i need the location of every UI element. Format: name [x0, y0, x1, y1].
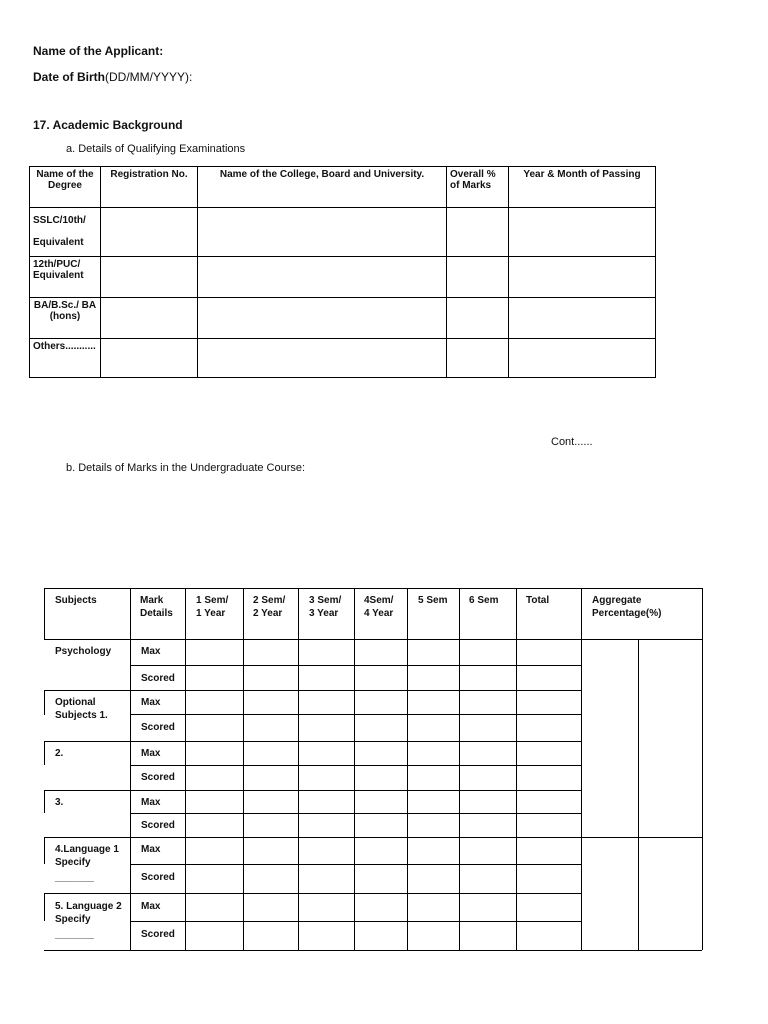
subject-language-2: 5. Language 2 Specify: [55, 901, 122, 925]
grid-line: [130, 864, 581, 865]
table-row: [30, 257, 656, 298]
applicant-name-label: Name of the Applicant:: [33, 44, 164, 58]
college-cell[interactable]: [198, 208, 447, 257]
header-mark-details: Mark Details: [140, 595, 173, 619]
table-row: [30, 339, 656, 378]
header-registration: Registration No.: [101, 167, 198, 208]
grid-line: [581, 588, 582, 950]
grid-line: [44, 741, 45, 765]
grid-line: [44, 893, 45, 921]
grid-line: [130, 588, 131, 950]
grid-line: [44, 639, 702, 640]
header-total: Total: [526, 595, 550, 606]
row-label: 12th/PUC/ Equivalent: [30, 257, 101, 298]
year-cell[interactable]: [509, 257, 656, 298]
grid-line: [702, 588, 703, 950]
year-cell[interactable]: [509, 339, 656, 378]
grid-line: [44, 588, 702, 589]
year-cell[interactable]: [509, 208, 656, 257]
table-a-header-row: [30, 167, 656, 208]
header-sem3: 3 Sem/ 3 Year: [309, 595, 342, 619]
registration-cell[interactable]: [101, 298, 198, 339]
header-sem4: 4Sem/ 4 Year: [364, 595, 394, 619]
grid-line: [638, 639, 639, 950]
max-label: Max: [141, 748, 161, 759]
scored-label: Scored: [141, 772, 175, 783]
subject-language-1: 4.Language 1 Specify: [55, 844, 119, 868]
dob-format: (DD/MM/YYYY):: [105, 70, 193, 84]
language-2-blank[interactable]: _______: [55, 929, 94, 940]
grid-line: [44, 837, 45, 864]
grid-line: [44, 837, 702, 838]
grid-line: [130, 714, 581, 715]
year-cell[interactable]: [509, 298, 656, 339]
subsection-a-title: a. Details of Qualifying Examinations: [66, 143, 246, 155]
section-title: 17. Academic Background: [33, 118, 183, 132]
header-aggregate: Aggregate Percentage(%): [592, 595, 662, 619]
college-cell[interactable]: [198, 298, 447, 339]
grid-line: [130, 921, 581, 922]
registration-cell[interactable]: [101, 339, 198, 378]
subject-3: 3.: [55, 797, 64, 808]
scored-label: Scored: [141, 673, 175, 684]
header-sem2: 2 Sem/ 2 Year: [253, 595, 286, 619]
grid-line: [44, 893, 581, 894]
scored-label: Scored: [141, 722, 175, 733]
scored-label: Scored: [141, 872, 175, 883]
header-year-month: Year & Month of Passing: [509, 167, 656, 208]
qualifying-exams-table: [29, 166, 656, 378]
max-label: Max: [141, 797, 161, 808]
grid-line: [44, 690, 581, 691]
scored-label: Scored: [141, 929, 175, 940]
subject-psychology: Psychology: [55, 646, 112, 657]
row-label: Others...........: [30, 339, 101, 378]
table-row: [30, 208, 656, 257]
registration-cell[interactable]: [101, 257, 198, 298]
grid-line: [459, 588, 460, 950]
overall-cell[interactable]: [447, 208, 509, 257]
row-label: SSLC/10th/ Equivalent: [30, 208, 101, 257]
grid-line: [185, 588, 186, 950]
grid-line: [243, 588, 244, 950]
header-sem1: 1 Sem/ 1 Year: [196, 595, 229, 619]
subsection-b-title: b. Details of Marks in the Undergraduate Course:: [66, 462, 306, 474]
max-label: Max: [141, 646, 161, 657]
subject-optional-1: Optional Subjects 1.: [55, 697, 108, 721]
continued-note: Cont......: [551, 436, 593, 448]
dob-label: Date of Birth: [33, 70, 105, 84]
max-label: Max: [141, 697, 161, 708]
registration-cell[interactable]: [101, 208, 198, 257]
grid-line: [130, 665, 581, 666]
header-subjects: Subjects: [55, 595, 97, 606]
header-degree: Name of the Degree: [30, 167, 101, 208]
row-label: BA/B.Sc./ BA (hons): [30, 298, 101, 339]
grid-line: [44, 790, 581, 791]
overall-cell[interactable]: [447, 298, 509, 339]
grid-line: [516, 588, 517, 950]
header-overall: Overall % of Marks: [447, 167, 509, 208]
grid-line: [44, 790, 45, 813]
max-label: Max: [141, 901, 161, 912]
grid-line: [407, 588, 408, 950]
language-1-blank[interactable]: _______: [55, 872, 94, 883]
college-cell[interactable]: [198, 257, 447, 298]
header-sem6: 6 Sem: [469, 595, 499, 606]
college-cell[interactable]: [198, 339, 447, 378]
header-college: Name of the College, Board and University.: [198, 167, 447, 208]
overall-cell[interactable]: [447, 257, 509, 298]
subject-2: 2.: [55, 748, 64, 759]
header-sem5: 5 Sem: [418, 595, 448, 606]
dob-label-row: [33, 70, 192, 84]
scored-label: Scored: [141, 820, 175, 831]
grid-line: [354, 588, 355, 950]
max-label: Max: [141, 844, 161, 855]
grid-line: [44, 741, 581, 742]
overall-cell[interactable]: [447, 339, 509, 378]
grid-line: [298, 588, 299, 950]
grid-line: [44, 950, 702, 951]
table-row: [30, 298, 656, 339]
grid-line: [130, 765, 581, 766]
grid-line: [44, 588, 45, 639]
grid-line: [130, 813, 581, 814]
grid-line: [44, 690, 45, 715]
